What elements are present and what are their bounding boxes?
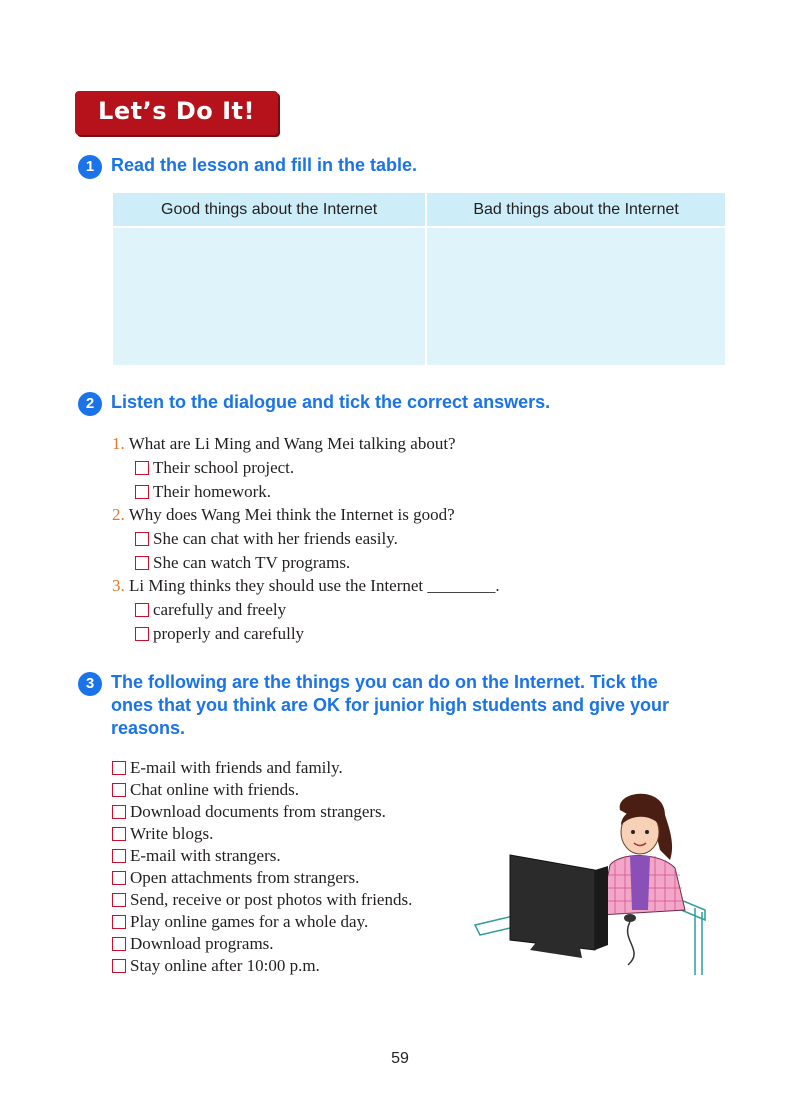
section-2-number: 2 (78, 392, 102, 416)
item-label: Play online games for a whole day. (130, 912, 369, 931)
internet-activity-item (112, 801, 386, 823)
option-label: She can watch TV programs. (153, 553, 351, 572)
good-bad-table (113, 193, 725, 365)
item-label: E-mail with friends and family. (130, 758, 343, 777)
option-label: properly and carefully (153, 624, 305, 643)
item-label: Write blogs. (130, 824, 214, 843)
table-header-good: Good things about the Internet (113, 193, 425, 228)
checkbox[interactable] (112, 915, 126, 929)
option (135, 528, 398, 550)
section-1-number: 1 (78, 155, 102, 179)
option-label: She can chat with her friends easily. (153, 529, 398, 548)
checkbox[interactable] (135, 532, 149, 546)
instruction-line: ones that you think are OK for junior high students and give your (111, 695, 670, 715)
checkbox[interactable] (112, 849, 126, 863)
table-cell-good[interactable] (113, 228, 425, 365)
option (135, 623, 304, 645)
checkbox[interactable] (112, 805, 126, 819)
mouse-icon (624, 914, 636, 922)
item-label: E-mail with strangers. (130, 846, 281, 865)
girl-at-computer-illustration (470, 790, 710, 980)
checkbox[interactable] (135, 485, 149, 499)
internet-activity-item (112, 911, 368, 933)
option (135, 481, 271, 503)
question-text: Why does Wang Mei think the Internet is good? (128, 505, 455, 524)
question-text: What are Li Ming and Wang Mei talking about? (128, 434, 456, 453)
question-number: 3. (112, 576, 125, 595)
instruction-line: reasons. (111, 718, 186, 738)
checkbox[interactable] (112, 871, 126, 885)
internet-activity-item (112, 867, 359, 889)
internet-activity-item (112, 955, 320, 977)
item-label: Download documents from strangers. (130, 802, 386, 821)
item-label: Chat online with friends. (130, 780, 300, 799)
checkbox[interactable] (112, 937, 126, 951)
lets-do-it-banner (75, 91, 278, 135)
checkbox[interactable] (112, 893, 126, 907)
item-label: Stay online after 10:00 p.m. (130, 956, 320, 975)
checkbox[interactable] (112, 761, 126, 775)
checkbox[interactable] (135, 461, 149, 475)
option (135, 552, 350, 574)
item-label: Open attachments from strangers. (130, 868, 360, 887)
section-3-instruction (111, 671, 669, 740)
internet-activity-item (112, 779, 299, 801)
section-2-instruction: Listen to the dialogue and tick the correct answers. (111, 392, 551, 412)
option-label: carefully and freely (153, 600, 287, 619)
option (135, 457, 294, 479)
banner-title: Let’s Do It! (98, 97, 255, 125)
checkbox[interactable] (135, 627, 149, 641)
internet-activity-item (112, 933, 274, 955)
checkbox[interactable] (135, 556, 149, 570)
item-label: Download programs. (130, 934, 274, 953)
internet-activity-item (112, 757, 343, 779)
option (135, 599, 286, 621)
question-number: 1. (112, 434, 125, 453)
section-3-number: 3 (78, 672, 102, 696)
question-2 (112, 505, 455, 525)
question-text: Li Ming thinks they should use the Internet ________. (129, 576, 500, 595)
internet-activity-item (112, 845, 281, 867)
checkbox[interactable] (112, 783, 126, 797)
checkbox[interactable] (135, 603, 149, 617)
option-label: Their homework. (153, 482, 272, 501)
internet-activity-item (112, 823, 213, 845)
question-1 (112, 434, 456, 454)
monitor-icon (510, 855, 595, 950)
question-number: 2. (112, 505, 125, 524)
option-label: Their school project. (153, 458, 295, 477)
checkbox[interactable] (112, 827, 126, 841)
instruction-line: The following are the things you can do on the Internet. Tick the (111, 672, 658, 692)
checkbox[interactable] (112, 959, 126, 973)
section-1-instruction: Read the lesson and fill in the table. (111, 155, 418, 175)
table-cell-bad[interactable] (425, 228, 725, 365)
question-3 (112, 576, 500, 596)
internet-activity-item (112, 889, 412, 911)
table-header-bad: Bad things about the Internet (425, 193, 725, 228)
item-label: Send, receive or post photos with friends. (130, 890, 413, 909)
page-number: 59 (391, 1050, 409, 1067)
